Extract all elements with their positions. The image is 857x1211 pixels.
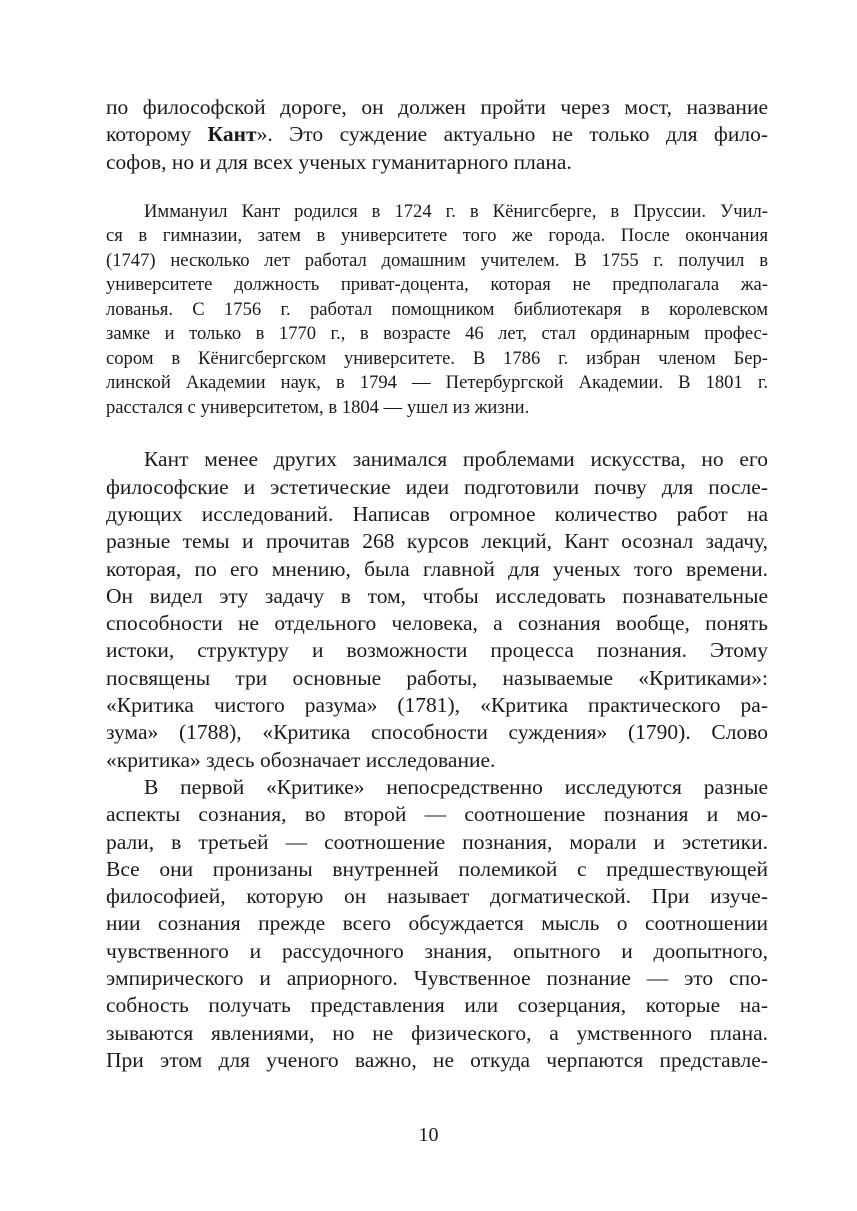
biography-paragraph <box>106 200 768 421</box>
text-line: истоки, структуру и возможности процесса познания. Этому <box>106 638 768 663</box>
text-line: по философской дороге, он должен пройти через мост, название <box>106 95 768 119</box>
text-line: При этом для ученого важно, не откуда черпаются представле- <box>106 1047 768 1072</box>
text-line: чувственного и рассудочного знания, опытного и доопытного, <box>106 938 768 963</box>
text-line: лованья. С 1756 г. работал помощником библиотекаря в королевском <box>106 298 768 320</box>
critiques-paragraph <box>106 446 768 774</box>
text-line: зываются явлениями, но не физического, а умственного плана. <box>106 1020 768 1045</box>
text-line: (1747) несколько лет работал домашним учителем. В 1755 г. получил в <box>106 249 768 271</box>
text-line <box>106 121 768 148</box>
text-line: ся в гимназии, затем в университете того же города. После окончания <box>106 225 768 247</box>
text-line: расстался с университетом, в 1804 — ушел из жизни. <box>106 396 530 418</box>
page-number: 10 <box>418 1124 439 1146</box>
text-fragment: ». Это суждение актуально не только для фило- <box>256 122 768 147</box>
text-line: Он видел эту задачу в том, чтобы исследовать познавательные <box>106 583 768 608</box>
intro-paragraph <box>106 94 768 176</box>
text-line: способности не отдельного человека, а сознания вообще, понять <box>106 611 768 636</box>
text-line: рали, в третьей — соотношение познания, морали и эстетики. <box>106 829 768 854</box>
text-line: нии сознания прежде всего обсуждается мысль о соотношении <box>106 911 768 936</box>
text-line: университете должность приват-доцента, которая не предполагала жа- <box>106 274 768 296</box>
text-fragment: которому <box>106 122 208 147</box>
text-line: разные темы и прочитав 268 курсов лекций, Кант осознал задачу, <box>106 529 768 554</box>
text-line: эмпирического и априорного. Чувственное познание — это спо- <box>106 966 768 991</box>
text-line: зума» (1788), «Критика способности суждения» (1790). Слово <box>106 720 768 745</box>
text-line: «критика» здесь обозначает исследование. <box>106 747 496 772</box>
page-body <box>106 94 768 1074</box>
text-line: которая, по его мнению, была главной для ученых того времени. <box>106 556 768 581</box>
spacer <box>106 176 768 200</box>
text-line: сором в Кёнигсбергском университете. В 1786 г. избран членом Бер- <box>106 347 768 369</box>
text-line: «Критика чистого разума» (1781), «Критика практического ра- <box>106 693 768 718</box>
text-line: аспекты сознания, во второй — соотношение познания и мо- <box>106 802 768 827</box>
text-line: линской Академии наук, в 1794 — Петербургской Академии. В 1801 г. <box>106 372 768 394</box>
text-line: Иммануил Кант родился в 1724 г. в Кёнигсберге, в Пруссии. Учил- <box>144 200 768 222</box>
text-line: собность получать представления или созерцания, которые на- <box>106 993 768 1018</box>
text-line: дующих исследований. Написав огромное количество работ на <box>106 501 768 526</box>
text-line: замке и только в 1770 г., в возрасте 46 лет, стал ординарным профес- <box>106 323 768 345</box>
text-line: Все они пронизаны внутренней полемикой с предшествующей <box>106 856 768 881</box>
first-critique-paragraph <box>106 774 768 1074</box>
text-line: В первой «Критике» непосредственно исследуются разные <box>144 774 768 799</box>
text-line: философией, которую он называет догматической. При изуче- <box>106 884 768 909</box>
text-line: посвящены три основные работы, называемые «Критиками»: <box>106 665 768 690</box>
bold-term: Кант <box>207 122 257 147</box>
spacer <box>106 420 768 446</box>
text-line: софов, но и для всех ученых гуманитарного плана. <box>106 149 572 174</box>
text-line: философские и эстетические идеи подготовили почву для после- <box>106 474 768 499</box>
text-line: Кант менее других занимался проблемами искусства, но его <box>144 447 768 472</box>
